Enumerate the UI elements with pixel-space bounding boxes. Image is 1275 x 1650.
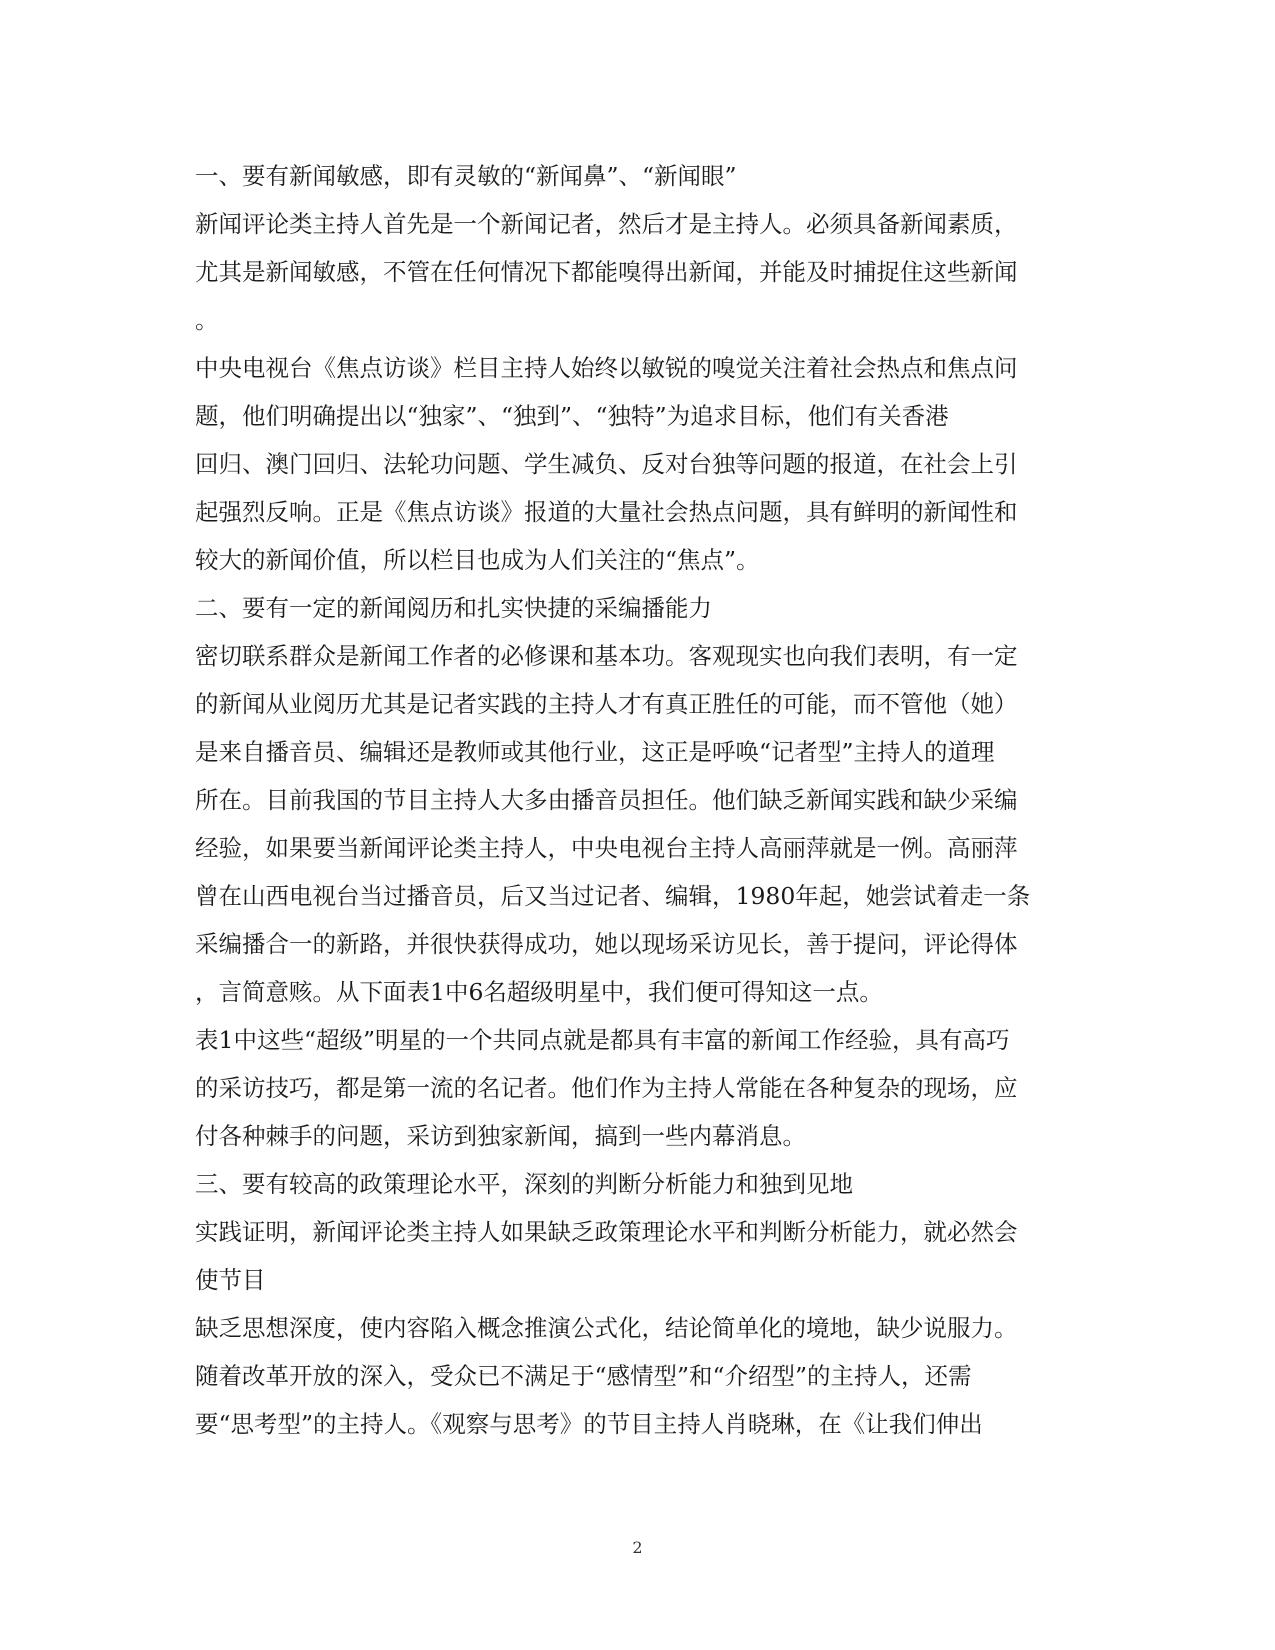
text-line: 密切联系群众是新闻工作者的必修课和基本功。客观现实也向我们表明，有一定 bbox=[195, 642, 1018, 670]
text-line: 较大的新闻价值，所以栏目也成为人们关注的“焦点”。 bbox=[195, 546, 760, 574]
text-line: 的新闻从业阅历尤其是记者实践的主持人才有真正胜任的可能，而不管他（她） bbox=[195, 690, 1018, 718]
text-line: 回归、澳门回归、法轮功问题、学生减负、反对台独等问题的报道，在社会上引 bbox=[195, 450, 1018, 478]
text-line: 付各种棘手的问题，采访到独家新闻，搞到一些内幕消息。 bbox=[195, 1122, 806, 1150]
text-line: 表1中这些“超级”明星的一个共同点就是都具有丰富的新闻工作经验，具有高巧 bbox=[195, 1026, 1010, 1054]
text-line: 三、要有较高的政策理论水平，深刻的判断分析能力和独到见地 bbox=[195, 1170, 853, 1198]
text-line: 是来自播音员、编辑还是教师或其他行业，这正是呼唤“记者型”主持人的道理 bbox=[195, 738, 995, 766]
text-line: 一、要有新闻敏感，即有灵敏的“新闻鼻”、“新闻眼” bbox=[195, 162, 737, 190]
text-line: 实践证明，新闻评论类主持人如果缺乏政策理论水平和判断分析能力，就必然会 bbox=[195, 1218, 1018, 1246]
text-line: 中央电视台《焦点访谈》栏目主持人始终以敏锐的嗅觉关注着社会热点和焦点问 bbox=[195, 354, 1018, 382]
page-number: 2 bbox=[632, 1538, 643, 1557]
text-line: 缺乏思想深度，使内容陷入概念推演公式化，结论简单化的境地，缺少说服力。 bbox=[195, 1314, 1018, 1342]
text-line: 使节目 bbox=[195, 1266, 266, 1294]
body-text bbox=[195, 152, 1085, 1448]
text-line: 。 bbox=[195, 306, 219, 334]
text-line: 起强烈反响。正是《焦点访谈》报道的大量社会热点问题，具有鲜明的新闻性和 bbox=[195, 498, 1018, 526]
text-line: 尤其是新闻敏感，不管在任何情况下都能嗅得出新闻，并能及时捕捉住这些新闻 bbox=[195, 258, 1018, 286]
text-line: 所在。目前我国的节目主持人大多由播音员担任。他们缺乏新闻实践和缺少采编 bbox=[195, 786, 1018, 814]
text-line: 曾在山西电视台当过播音员，后又当过记者、编辑，1980年起，她尝试着走一条 bbox=[195, 882, 1031, 910]
text-line: 采编播合一的新路，并很快获得成功，她以现场采访见长，善于提问，评论得体 bbox=[195, 930, 1018, 958]
text-line: 二、要有一定的新闻阅历和扎实快捷的采编播能力 bbox=[195, 594, 712, 622]
text-line: 要“思考型”的主持人。《观察与思考》的节目主持人肖晓琳，在《让我们伸出 bbox=[195, 1410, 983, 1438]
text-line: 题，他们明确提出以“独家”、“独到”、“独特”为追求目标，他们有关香港 bbox=[195, 402, 949, 430]
text-line: ，言简意赅。从下面表1中6名超级明星中，我们便可得知这一点。 bbox=[195, 978, 883, 1006]
text-line: 的采访技巧，都是第一流的名记者。他们作为主持人常能在各种复杂的现场，应 bbox=[195, 1074, 1018, 1102]
text-line: 经验，如果要当新闻评论类主持人，中央电视台主持人高丽萍就是一例。高丽萍 bbox=[195, 834, 1018, 862]
text-line: 新闻评论类主持人首先是一个新闻记者，然后才是主持人。必须具备新闻素质， bbox=[195, 210, 1018, 238]
text-line: 随着改革开放的深入，受众已不满足于“感情型”和“介绍型”的主持人，还需 bbox=[195, 1362, 972, 1390]
